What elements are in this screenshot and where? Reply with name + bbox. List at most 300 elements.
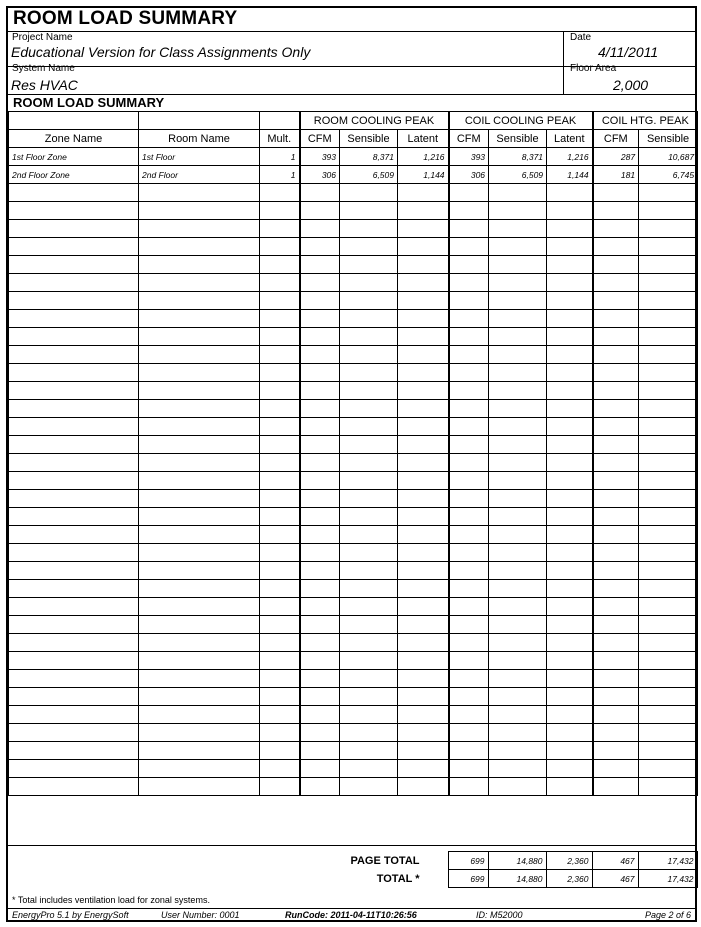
table-cell	[449, 292, 489, 310]
table-cell	[398, 238, 449, 256]
table-cell	[139, 580, 260, 598]
table-cell	[547, 328, 593, 346]
table-row	[9, 166, 698, 184]
total-row	[8, 870, 697, 888]
table-cell	[639, 436, 698, 454]
table-cell	[449, 580, 489, 598]
table-cell	[398, 202, 449, 220]
table-cell	[139, 256, 260, 274]
table-cell	[260, 526, 300, 544]
table-cell	[489, 742, 547, 760]
table-cell	[340, 256, 398, 274]
table-cell	[300, 328, 340, 346]
table-cell	[300, 418, 340, 436]
table-cell	[489, 706, 547, 724]
table-cell	[139, 292, 260, 310]
table-cell	[547, 598, 593, 616]
table-cell: 2nd Floor Zone	[9, 166, 139, 184]
table-cell	[300, 310, 340, 328]
table-cell	[593, 670, 639, 688]
blank-cell	[260, 112, 300, 130]
table-cell	[398, 400, 449, 418]
table-cell	[9, 778, 139, 796]
table-cell	[593, 202, 639, 220]
table-cell	[593, 778, 639, 796]
table-cell	[340, 544, 398, 562]
footer-page: Page 2 of 6	[644, 910, 691, 920]
table-cell	[139, 202, 260, 220]
table-cell	[547, 454, 593, 472]
table-cell	[260, 670, 300, 688]
table-cell	[398, 364, 449, 382]
table-cell	[139, 184, 260, 202]
table-cell	[489, 688, 547, 706]
table-cell	[340, 670, 398, 688]
table-cell	[449, 652, 489, 670]
table-cell	[260, 418, 300, 436]
table-cell	[260, 580, 300, 598]
table-cell: 1st Floor Zone	[9, 148, 139, 166]
table-cell	[489, 418, 547, 436]
table-cell	[489, 580, 547, 598]
table-cell	[593, 760, 639, 778]
table-cell	[260, 400, 300, 418]
table-cell	[593, 544, 639, 562]
column-header: CFM	[593, 130, 639, 148]
table-cell	[547, 670, 593, 688]
blank-row	[9, 400, 698, 418]
table-cell	[547, 436, 593, 454]
table-cell	[398, 742, 449, 760]
table-cell	[489, 778, 547, 796]
total-cell: 17,432	[638, 852, 697, 870]
table-cell	[449, 274, 489, 292]
column-header: Sensible	[639, 130, 698, 148]
table-cell	[300, 436, 340, 454]
table-cell	[300, 562, 340, 580]
blank-row	[9, 778, 698, 796]
footer-runcode: RunCode: 2011-04-11T10:26:56	[285, 910, 417, 920]
table-cell	[547, 760, 593, 778]
total-cell: 14,880	[488, 870, 546, 888]
table-cell	[547, 724, 593, 742]
table-cell	[639, 184, 698, 202]
table-cell	[398, 670, 449, 688]
table-cell	[9, 238, 139, 256]
table-cell	[398, 454, 449, 472]
table-cell	[593, 382, 639, 400]
table-cell	[449, 634, 489, 652]
table-cell	[398, 292, 449, 310]
table-cell	[639, 472, 698, 490]
table-cell	[547, 238, 593, 256]
table-cell	[139, 562, 260, 580]
date-value: 4/11/2011	[598, 44, 659, 60]
table-cell	[139, 364, 260, 382]
blank-row	[9, 652, 698, 670]
table-cell	[398, 688, 449, 706]
table-cell	[300, 238, 340, 256]
table-cell	[300, 220, 340, 238]
table-cell	[547, 202, 593, 220]
table-cell: 393	[300, 148, 340, 166]
table-cell	[547, 418, 593, 436]
table-cell: 181	[593, 166, 639, 184]
table-row	[9, 148, 698, 166]
table-cell: 6,509	[489, 166, 547, 184]
table-cell	[547, 706, 593, 724]
table-cell	[139, 274, 260, 292]
column-header: Sensible	[340, 130, 398, 148]
table-cell	[260, 688, 300, 706]
coil-heating-peak-header: COIL HTG. PEAK	[593, 112, 698, 130]
table-cell	[449, 238, 489, 256]
table-cell	[260, 256, 300, 274]
table-cell	[340, 598, 398, 616]
table-cell	[398, 634, 449, 652]
total-cell: 699	[448, 870, 488, 888]
table-cell	[489, 364, 547, 382]
page-total-label: PAGE TOTAL	[350, 854, 420, 867]
table-cell	[593, 310, 639, 328]
table-cell	[398, 706, 449, 724]
table-cell	[593, 256, 639, 274]
divider	[8, 845, 695, 846]
table-cell	[489, 328, 547, 346]
total-cell: 2,360	[546, 870, 592, 888]
coil-cooling-peak-header: COIL COOLING PEAK	[449, 112, 593, 130]
table-cell	[9, 256, 139, 274]
table-cell	[449, 544, 489, 562]
table-cell	[340, 760, 398, 778]
totals-table	[8, 851, 698, 888]
table-cell	[489, 454, 547, 472]
table-cell	[449, 508, 489, 526]
table-cell	[639, 526, 698, 544]
table-cell: 1,144	[398, 166, 449, 184]
table-cell: 8,371	[340, 148, 398, 166]
table-cell	[489, 652, 547, 670]
table-cell	[340, 742, 398, 760]
table-cell	[593, 490, 639, 508]
table-cell	[9, 184, 139, 202]
table-cell	[593, 688, 639, 706]
table-cell	[340, 634, 398, 652]
table-cell	[260, 742, 300, 760]
total-cell: 17,432	[638, 870, 697, 888]
table-cell	[9, 454, 139, 472]
table-cell	[639, 238, 698, 256]
table-cell	[398, 310, 449, 328]
table-cell	[9, 328, 139, 346]
table-cell	[139, 418, 260, 436]
table-cell	[398, 382, 449, 400]
table-cell: 6,509	[340, 166, 398, 184]
table-cell	[260, 760, 300, 778]
table-cell	[9, 724, 139, 742]
table-cell	[449, 742, 489, 760]
table-cell	[449, 490, 489, 508]
table-cell	[340, 490, 398, 508]
table-cell	[639, 328, 698, 346]
table-cell	[300, 742, 340, 760]
table-cell	[139, 454, 260, 472]
table-cell	[593, 724, 639, 742]
table-cell	[139, 238, 260, 256]
table-cell	[639, 454, 698, 472]
table-cell	[449, 454, 489, 472]
table-cell	[547, 292, 593, 310]
table-cell	[260, 238, 300, 256]
table-cell	[340, 436, 398, 454]
table-cell	[139, 526, 260, 544]
table-cell	[340, 688, 398, 706]
table-cell	[9, 526, 139, 544]
table-cell	[449, 382, 489, 400]
table-cell	[139, 760, 260, 778]
table-cell	[9, 346, 139, 364]
table-cell	[300, 526, 340, 544]
table-cell	[260, 490, 300, 508]
table-cell	[340, 346, 398, 364]
system-name-value: Res HVAC	[11, 77, 78, 93]
table-cell	[260, 184, 300, 202]
table-cell	[449, 706, 489, 724]
blank-row	[9, 310, 698, 328]
table-cell	[139, 670, 260, 688]
table-cell	[340, 580, 398, 598]
footer-software: EnergyPro 5.1 by EnergySoft	[12, 910, 129, 920]
footer-bar	[8, 908, 695, 923]
table-cell	[489, 634, 547, 652]
table-cell	[449, 184, 489, 202]
table-cell	[449, 436, 489, 454]
blank-row	[9, 598, 698, 616]
table-cell	[398, 184, 449, 202]
table-cell	[489, 274, 547, 292]
table-cell	[547, 544, 593, 562]
blank-row	[9, 454, 698, 472]
table-cell	[489, 184, 547, 202]
table-cell	[9, 418, 139, 436]
table-cell	[593, 562, 639, 580]
table-cell	[9, 472, 139, 490]
table-cell	[9, 310, 139, 328]
table-cell	[489, 256, 547, 274]
table-cell	[639, 742, 698, 760]
table-cell: 1	[260, 166, 300, 184]
table-cell	[639, 292, 698, 310]
table-cell	[639, 274, 698, 292]
table-cell	[300, 184, 340, 202]
table-cell	[9, 670, 139, 688]
table-cell	[9, 634, 139, 652]
table-cell	[547, 562, 593, 580]
blank-row	[9, 220, 698, 238]
group-header-row	[9, 112, 698, 130]
table-cell	[449, 724, 489, 742]
table-cell	[139, 436, 260, 454]
table-cell	[300, 202, 340, 220]
table-cell	[9, 400, 139, 418]
table-cell	[300, 454, 340, 472]
table-cell	[489, 310, 547, 328]
table-cell	[398, 274, 449, 292]
table-cell	[398, 490, 449, 508]
table-cell	[139, 472, 260, 490]
table-cell	[300, 364, 340, 382]
table-cell	[260, 328, 300, 346]
table-cell	[489, 526, 547, 544]
table-cell	[639, 202, 698, 220]
total-cell: 699	[448, 852, 488, 870]
column-header: Room Name	[139, 130, 260, 148]
table-cell	[593, 634, 639, 652]
table-cell	[9, 652, 139, 670]
table-cell	[593, 742, 639, 760]
table-cell	[449, 220, 489, 238]
footer-user: User Number: 0001	[161, 910, 240, 920]
blank-row	[9, 490, 698, 508]
blank-row	[9, 418, 698, 436]
blank-row	[9, 436, 698, 454]
table-cell	[489, 400, 547, 418]
table-cell	[489, 724, 547, 742]
blank-row	[9, 634, 698, 652]
table-cell	[639, 310, 698, 328]
table-cell	[9, 562, 139, 580]
column-header: CFM	[300, 130, 340, 148]
blank-row	[9, 472, 698, 490]
table-cell	[398, 724, 449, 742]
blank-row	[9, 346, 698, 364]
table-cell	[340, 562, 398, 580]
table-cell	[139, 688, 260, 706]
table-cell	[260, 310, 300, 328]
table-cell	[300, 274, 340, 292]
table-cell	[639, 652, 698, 670]
column-header: Zone Name	[9, 130, 139, 148]
blank-row	[9, 616, 698, 634]
table-cell	[139, 220, 260, 238]
table-cell	[489, 202, 547, 220]
table-cell	[639, 400, 698, 418]
table-cell	[449, 364, 489, 382]
table-cell	[139, 598, 260, 616]
table-cell	[340, 364, 398, 382]
table-cell	[340, 508, 398, 526]
project-name-label: Project Name	[12, 32, 73, 43]
table-cell	[639, 418, 698, 436]
table-cell	[340, 472, 398, 490]
table-cell	[340, 616, 398, 634]
table-cell	[9, 220, 139, 238]
table-cell	[340, 724, 398, 742]
table-cell	[300, 400, 340, 418]
table-cell	[340, 220, 398, 238]
table-cell: 287	[593, 148, 639, 166]
table-cell: 2nd Floor	[139, 166, 260, 184]
table-cell	[449, 328, 489, 346]
section-title: ROOM LOAD SUMMARY	[13, 95, 165, 110]
table-cell	[260, 454, 300, 472]
table-cell	[340, 184, 398, 202]
table-cell	[489, 472, 547, 490]
table-cell	[398, 472, 449, 490]
table-cell	[489, 490, 547, 508]
blank-row	[9, 508, 698, 526]
blank-row	[9, 580, 698, 598]
project-name-value: Educational Version for Class Assignments Only	[11, 44, 311, 60]
table-cell	[639, 634, 698, 652]
table-cell	[139, 328, 260, 346]
table-cell	[340, 292, 398, 310]
table-cell	[593, 472, 639, 490]
table-cell	[9, 544, 139, 562]
table-cell	[593, 454, 639, 472]
blank-cell	[9, 112, 139, 130]
table-cell	[300, 616, 340, 634]
table-cell	[547, 616, 593, 634]
table-cell	[340, 382, 398, 400]
table-cell	[139, 382, 260, 400]
table-cell	[547, 310, 593, 328]
table-cell: 6,745	[639, 166, 698, 184]
table-cell	[340, 400, 398, 418]
system-name-label: System Name	[12, 63, 75, 74]
table-cell	[139, 778, 260, 796]
table-cell	[139, 400, 260, 418]
table-cell	[449, 598, 489, 616]
table-cell	[489, 598, 547, 616]
table-cell	[139, 544, 260, 562]
table-cell	[449, 778, 489, 796]
blank-row	[9, 526, 698, 544]
table-cell	[449, 400, 489, 418]
table-cell	[489, 616, 547, 634]
table-cell	[593, 328, 639, 346]
total-cell: 14,880	[488, 852, 546, 870]
table-cell	[398, 652, 449, 670]
table-cell	[300, 382, 340, 400]
table-cell	[260, 598, 300, 616]
table-cell	[593, 706, 639, 724]
table-cell	[489, 562, 547, 580]
table-cell	[489, 238, 547, 256]
table-cell	[139, 742, 260, 760]
table-cell	[260, 202, 300, 220]
table-cell	[300, 760, 340, 778]
table-cell: 10,687	[639, 148, 698, 166]
total-cell: 2,360	[546, 852, 592, 870]
table-cell	[340, 202, 398, 220]
table-cell	[398, 418, 449, 436]
table-cell: 8,371	[489, 148, 547, 166]
table-cell	[593, 526, 639, 544]
table-cell	[300, 292, 340, 310]
table-cell	[547, 580, 593, 598]
table-cell	[260, 706, 300, 724]
table-cell	[300, 472, 340, 490]
table-cell	[593, 184, 639, 202]
table-cell	[300, 778, 340, 796]
column-header: CFM	[449, 130, 489, 148]
table-cell	[489, 382, 547, 400]
table-cell	[9, 292, 139, 310]
blank-row	[9, 184, 698, 202]
table-cell	[639, 562, 698, 580]
table-cell	[9, 598, 139, 616]
